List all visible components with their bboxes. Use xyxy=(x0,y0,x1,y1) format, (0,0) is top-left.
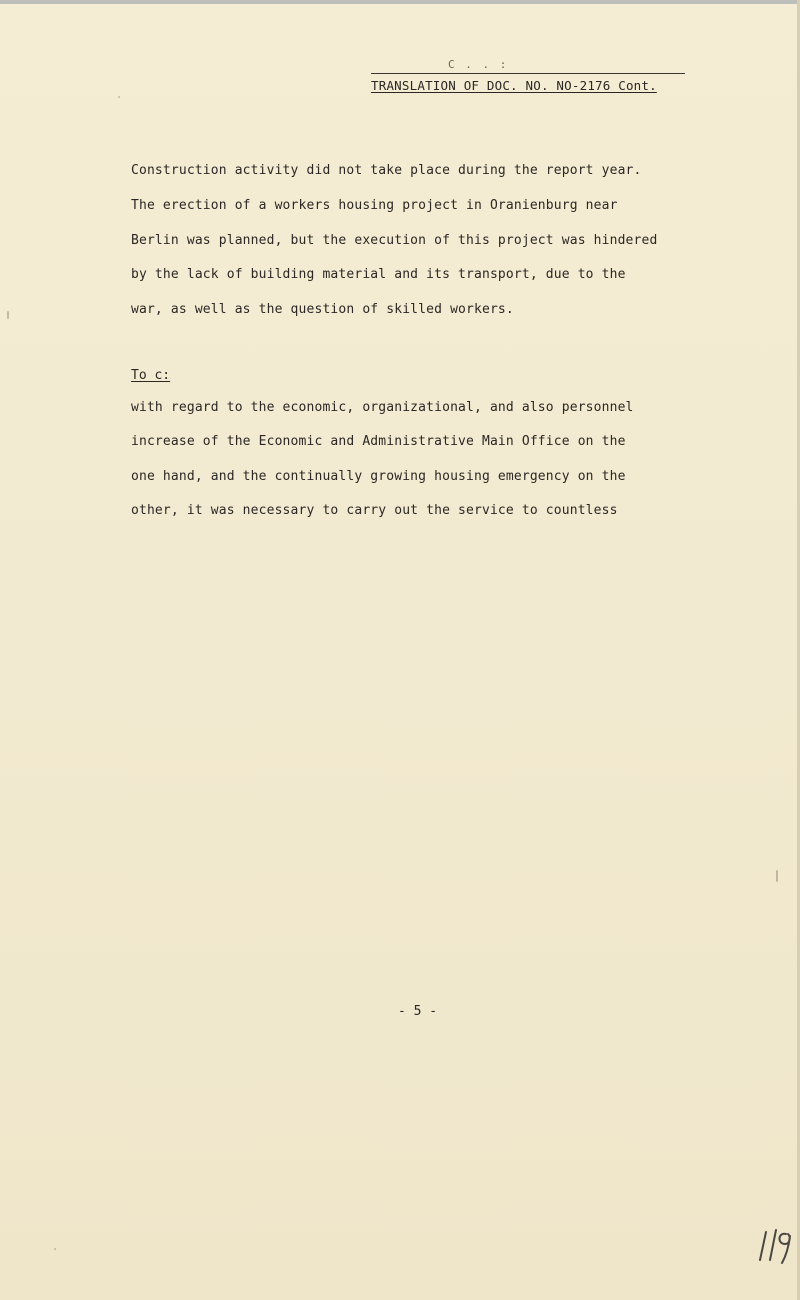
handwritten-page-annotation xyxy=(752,1224,800,1266)
header-stamp-mark: C . . : xyxy=(448,58,509,71)
header-overline xyxy=(371,73,685,74)
paragraph-1-line-3: Berlin was planned, but the execution of this project was hindered xyxy=(131,233,658,248)
paragraph-2-line-2: increase of the Economic and Administrative Main Office on the xyxy=(131,434,626,449)
paragraph-1-line-4: by the lack of building material and its transport, due to the xyxy=(131,267,626,282)
section-label: To c: xyxy=(131,368,171,383)
paragraph-1-line-1: Construction activity did not take place during the report year. xyxy=(131,163,642,178)
paper-speck xyxy=(776,870,778,882)
paragraph-1-line-2: The erection of a workers housing project in Oranienburg near xyxy=(131,198,618,213)
paper-speck xyxy=(54,1248,56,1250)
paragraph-2-line-4: other, it was necessary to carry out the service to countless xyxy=(131,503,618,518)
paper-speck xyxy=(118,96,120,98)
page-number: - 5 - xyxy=(398,1004,438,1019)
paper-speck xyxy=(7,311,9,319)
paragraph-2-line-1: with regard to the economic, organizational, and also personnel xyxy=(131,400,634,415)
paragraph-2-line-3: one hand, and the continually growing housing emergency on the xyxy=(131,469,626,484)
document-header: TRANSLATION OF DOC. NO. NO-2176 Cont. xyxy=(371,78,657,93)
paragraph-1-line-5: war, as well as the question of skilled workers. xyxy=(131,302,514,317)
